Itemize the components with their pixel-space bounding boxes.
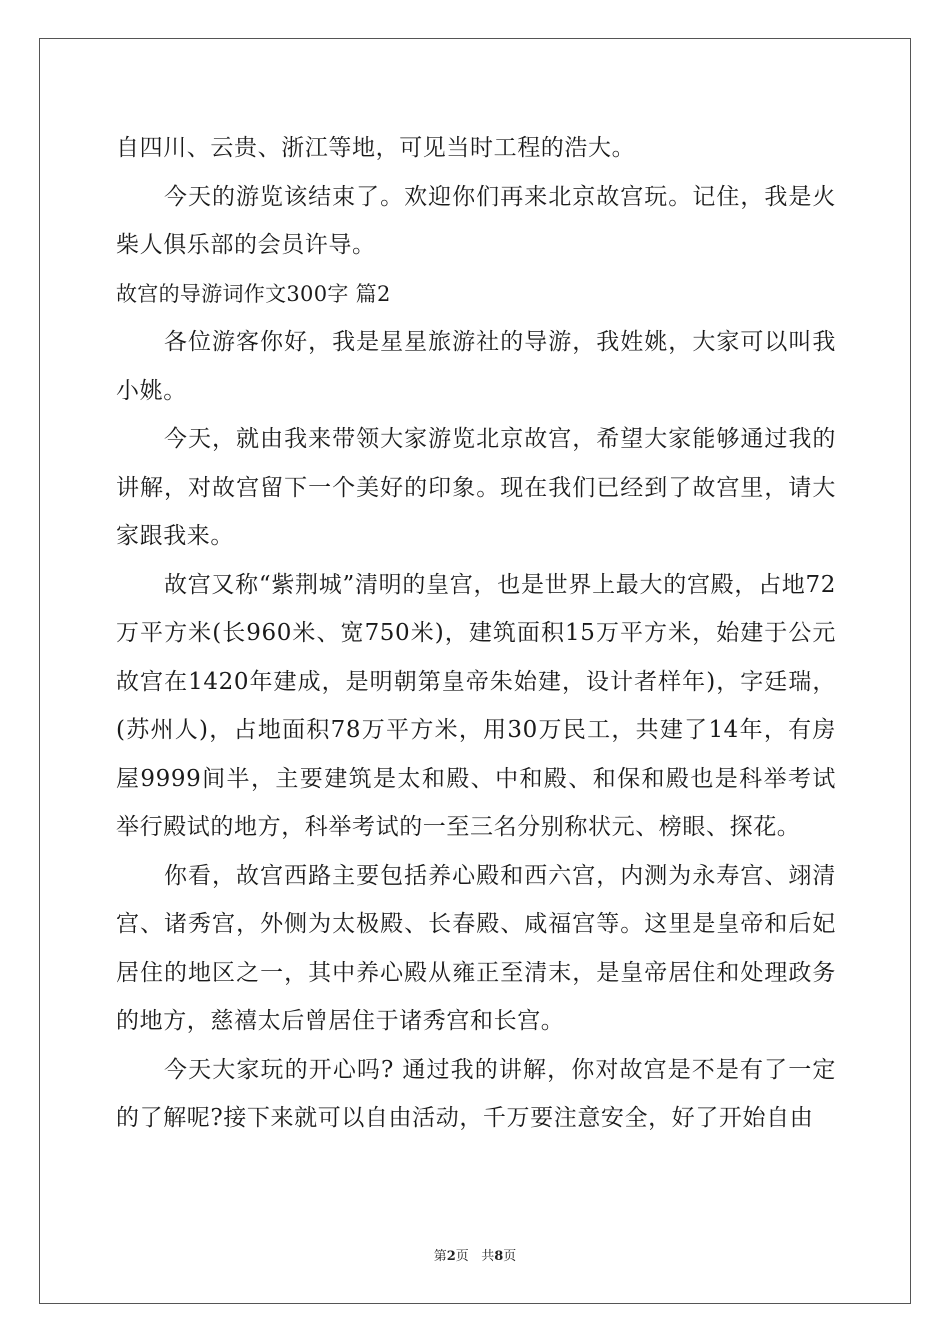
paragraph-history: 故宫又称“紫荆城”清明的皇宫，也是世界上最大的宫殿，占地72万平方米(长960米、宽750米)，建筑面积15万平方米，始建于公元故宫在1420年建成，是明朝第皇帝朱始建，设计者样年)，字廷瑞，(苏州人)，占地面积78万平方米，用30万民工，共建了14年，有房屋9999间半，主要建筑是太和殿、中和殿、和保和殿也是科举考试举行殿试的地方，科举考试的一至三名分别称状元、榜眼、探花。 (116, 571, 836, 840)
paragraph-tour-end: 今天的游览该结束了。欢迎你们再来北京故宫玩。记住，我是火柴人俱乐部的会员许导。 (116, 183, 836, 258)
page-prefix: 第 (433, 1249, 447, 1264)
page-total-number: 8 (494, 1249, 504, 1264)
page-footer (0, 1245, 950, 1264)
page-middle: 页 共 (455, 1249, 495, 1264)
section-heading: 故宫的导游词作文300字 篇2 (116, 281, 391, 306)
paragraph-intro: 今天，就由我来带领大家游览北京故宫，希望大家能够通过我的讲解，对故宫留下一个美好的印象。现在我们已经到了故宫里，请大家跟我来。 (116, 426, 836, 549)
page-suffix: 页 (503, 1249, 517, 1264)
document-body (116, 124, 836, 1143)
paragraph-closing: 今天大家玩的开心吗? 通过我的讲解，你对故宫是不是有了一定的了解呢?接下来就可以自由活动，千万要注意安全，好了开始自由 (116, 1056, 836, 1131)
page-current-number: 2 (446, 1249, 456, 1264)
paragraph-greeting: 各位游客你好，我是星星旅游社的导游，我姓姚，大家可以叫我小姚。 (116, 329, 836, 404)
paragraph-west-road: 你看，故宫西路主要包括养心殿和西六宫，内测为永寿宫、翊清宫、诸秀宫，外侧为太极殿、长春殿、咸福宫等。这里是皇帝和后妃居住的地区之一，其中养心殿从雍正至清末，是皇帝居住和处理政务的地方，慈禧太后曾居住于诸秀宫和长宫。 (116, 862, 836, 1034)
paragraph-continuation: 自四川、云贵、浙江等地，可见当时工程的浩大。 (116, 135, 636, 161)
